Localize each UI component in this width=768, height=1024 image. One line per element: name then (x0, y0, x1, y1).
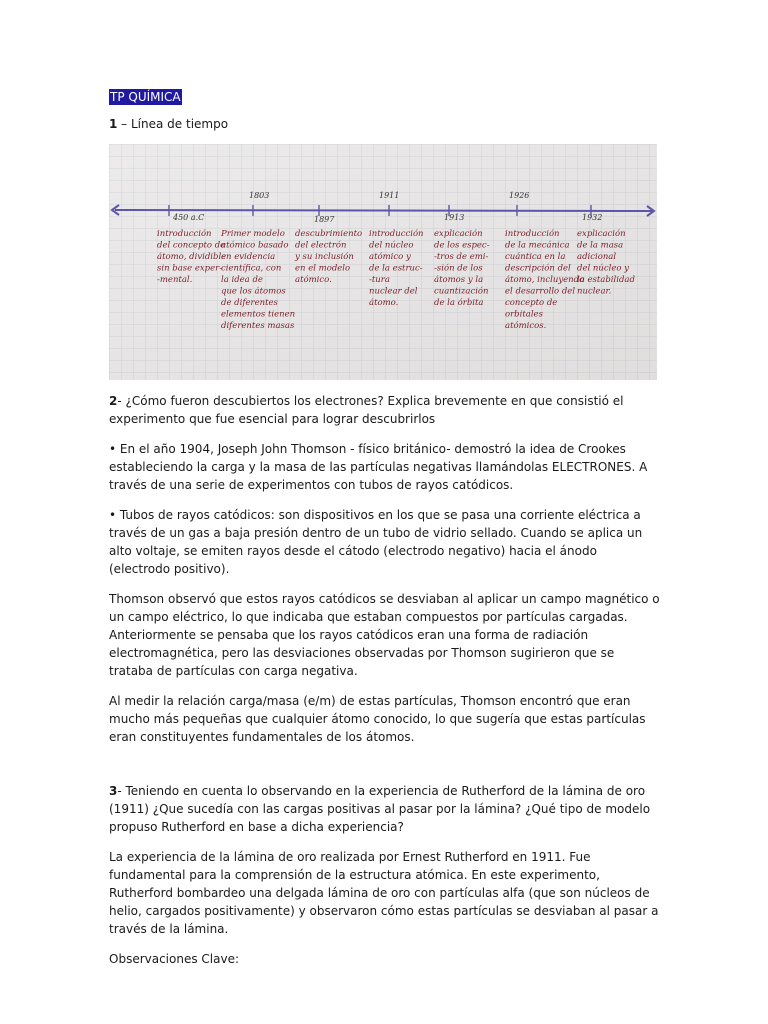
section-3-observations-heading: Observaciones Clave: (109, 952, 240, 966)
timeline-note-line: descripción del (505, 263, 571, 274)
timeline-note-line: átomos y la (434, 275, 484, 285)
timeline-note-line: en el modelo (295, 263, 351, 274)
timeline-note-line: de la estruc- (369, 263, 423, 274)
timeline-note-line: átomo. (369, 298, 399, 308)
timeline-note-line: descubrimiento (295, 229, 363, 239)
timeline-note-line: introducción (157, 229, 212, 239)
timeline-note-line: científica, con (221, 263, 282, 274)
timeline-note-line: del núcleo y (577, 263, 629, 274)
timeline-axis (115, 210, 652, 211)
timeline-note-line: la idea de (221, 275, 263, 285)
paper-shading (109, 144, 657, 380)
timeline-note-line: de diferentes (221, 298, 278, 308)
timeline-note-line: -tura (369, 275, 390, 285)
timeline-note-line: -mental. (157, 275, 193, 285)
timeline-note-line: nuclear. (577, 286, 612, 297)
section-3-number: 3 (109, 784, 118, 798)
timeline-note-line: atómico y (369, 252, 411, 262)
section-2-paragraph-1: Thomson observó que estos rayos catódicos se desviaban al aplicar un campo magnético o un campo eléctrico, lo que indicaba que estaban compuestos por partículas cargadas. Anteriormente se pensaba que los rayos catódicos eran una forma de radiación electromagnética, pero las desviaciones observadas por Thomson sugirieron que se trataba de partículas con carga negativa. (109, 592, 660, 678)
timeline-note-line: elementos tienen (221, 309, 296, 320)
timeline-note-line: atómico. (295, 275, 332, 285)
section-1-number: 1 (109, 117, 118, 131)
timeline-note-4 (434, 228, 490, 308)
timeline-note-line: introducción (369, 229, 424, 239)
timeline-date-0: 450 a.C (173, 213, 205, 222)
timeline-note-line: que los átomos (221, 286, 286, 297)
timeline-photo (109, 144, 657, 380)
timeline-note-line: de los espec- (434, 240, 490, 251)
document-page (109, 86, 661, 968)
timeline-date-2: 1897 (314, 215, 335, 224)
timeline-note-line: y su inclusión (295, 252, 354, 262)
timeline-note-line: adicional (577, 252, 617, 262)
timeline-note-line: cuantización (434, 286, 489, 297)
timeline-note-line: la estabilidad (577, 275, 635, 285)
section-3-question (109, 782, 661, 836)
timeline-note-line: de la mecánica (505, 240, 570, 251)
section-2-bullet-2: • Tubos de rayos catódicos: son dispositivos en los que se pasa una corriente eléctrica a través de un gas a baja presión dentro de un tubo de vidrio sellado. Cuando se aplica un alto voltaje, se emiten rayos desde el cátodo (electrodo negativo) hacia el ánodo (electrodo positivo). (109, 508, 643, 576)
timeline-note-line: sin base exper- (157, 263, 223, 274)
section-3-question-text: - Teniendo en cuenta lo observando en la experiencia de Rutherford de la lámina de oro (1911) ¿Que sucedía con las cargas positivas al pasar por la lámina? ¿Qué tipo de modelo propuso Rutherford en base a dicha experiencia? (109, 784, 651, 834)
timeline-drawing (109, 144, 657, 380)
timeline-note-line: -tros de emi- (434, 252, 489, 262)
section-3-paragraph-1: La experiencia de la lámina de oro realizada por Ernest Rutherford en 1911. Fue fundamental para la comprensión de la estructura atómica. En este experimento, Rutherford bombardeo una delgada lámina de oro con partículas alfa (que son núcleos de helio, cargados positivamente) y observaron cómo estas partículas se desviaban al pasar a través de la lámina. (109, 850, 659, 936)
timeline-note-line: átomo, dividible (157, 252, 227, 262)
timeline-note-line: del núcleo (369, 240, 414, 251)
section-2-question (109, 392, 661, 428)
timeline-note-line: atómicos. (505, 321, 547, 331)
timeline-note-line: del concepto de (157, 240, 226, 251)
timeline-date-3: 1911 (379, 191, 400, 200)
timeline-note-line: de la masa (577, 240, 624, 251)
section-2-question-text: - ¿Cómo fueron descubiertos los electrones? Explica brevemente en que consistió el experimento que fue esencial para lograr descubrirlos (109, 394, 624, 426)
section-1-text: Línea de tiempo (131, 117, 229, 131)
timeline-note-line: -sión de los (434, 263, 483, 274)
section-2-paragraph-2: Al medir la relación carga/masa (e/m) de estas partículas, Thomson encontró que eran mucho más pequeñas que cualquier átomo conocido, lo que sugería que estas partículas eran constituyentes fundamentales de los átomos. (109, 694, 646, 744)
timeline-note-line: orbitales (505, 309, 543, 320)
timeline-note-line: cuántica en la (505, 252, 566, 262)
timeline-note-line: el desarrollo del (505, 286, 576, 297)
section-2-number: 2 (109, 394, 118, 408)
timeline-date-5: 1926 (509, 191, 530, 200)
timeline-note-line: concepto de (505, 298, 558, 308)
timeline-note-line: explicación (434, 229, 483, 239)
timeline-note-line: de la órbita (434, 298, 484, 308)
section-2-bullet-1: • En el año 1904, Joseph John Thomson - físico británico- demostró la idea de Crookes estableciendo la carga y la masa de las partículas negativas llamándolas ELECTRONES. A través de una serie de experimentos con tubos de rayos catódicos. (109, 442, 648, 492)
timeline-note-line: átomo, incluyendo (505, 275, 585, 285)
document-title: TP QUÍMICA (110, 90, 181, 104)
timeline-note-line: diferentes masas (221, 321, 295, 331)
timeline-date-6: 1932 (582, 213, 603, 222)
section-1-separator: – (117, 117, 131, 131)
timeline-note-line: Primer modelo (221, 229, 285, 239)
timeline-date-4: 1913 (444, 213, 465, 222)
timeline-note-line: introducción (505, 229, 560, 239)
timeline-date-1: 1803 (249, 191, 270, 200)
timeline-note-line: atómico basado (221, 240, 289, 251)
timeline-note-line: nuclear del (369, 286, 418, 297)
timeline-note-line: explicación (577, 229, 626, 239)
section-1-heading (109, 115, 661, 133)
timeline-note-line: en evidencia (221, 252, 276, 262)
timeline-note-line: del electrón (295, 240, 347, 251)
